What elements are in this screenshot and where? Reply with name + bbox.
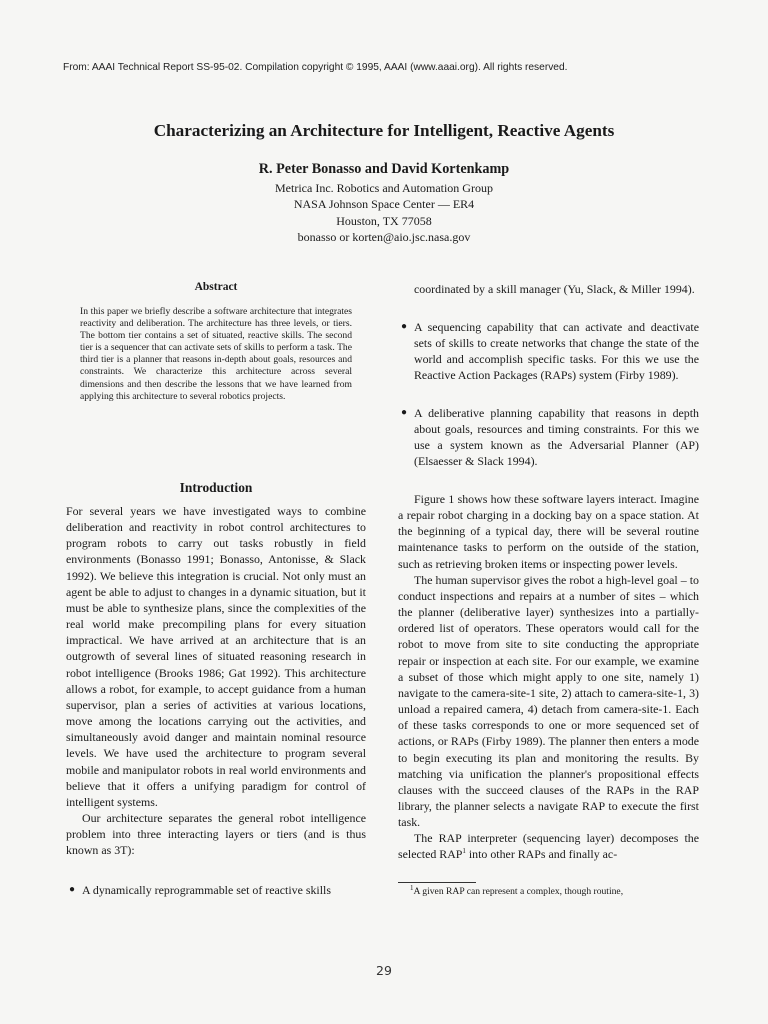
paper-authors: R. Peter Bonasso and David Kortenkamp [258, 161, 510, 177]
introduction-body [66, 503, 366, 858]
bullet-text: A dynamically reprogrammable set of reactive skills [82, 883, 331, 897]
bullet-icon: ● [69, 884, 76, 895]
footnote-text: A given RAP can represent a complex, though routine, [413, 886, 624, 897]
footnote-mark: 1 [410, 883, 414, 892]
bullet-text: A sequencing capability that can activate and deactivate sets of skills to create networks that change the state of the world and accomplish specific tasks. For this we use the Reactive Action Packages (RAPs) system (Firby 1989). [414, 320, 699, 383]
footnote-marker: 1 [462, 847, 466, 856]
bullet-item [401, 319, 699, 384]
affiliation-line: Metrica Inc. Robotics and Automation Group [275, 181, 493, 195]
affiliation-line: NASA Johnson Space Center — ER4 [293, 197, 475, 212]
paper-title: Characterizing an Architecture for Intelligent, Reactive Agents [153, 121, 615, 140]
paragraph: Our architecture separates the general robot intelligence problem into three interacting layers or tiers (and is thus known as 3T): [66, 810, 366, 858]
bullet-text: A deliberative planning capability that reasons in depth about goals, resources and timing constraints. For this we use a system known as the Adversarial Planner (AP) (Elsaesser & Slack 1994). [414, 406, 699, 469]
abstract-text: In this paper we briefly describe a software architecture that integrates reactivity and deliberation. The architecture has three levels, or tiers. The bottom tier contains a set of situated, reactive skills. The second tier is a sequencer that can activate sets of skills to perform a task. The third tier is a planner that reasons in-depth about goals, resources and constraints. We characterize this architecture across several dimensions and then describe the lessons that we have learned from applying this architecture to several robotics projects. [80, 306, 352, 402]
affiliation-line: Houston, TX 77058 [336, 213, 432, 228]
page-number: 29 [376, 963, 392, 978]
author-affiliation [0, 180, 768, 245]
body-text [398, 491, 699, 863]
paragraph: The human supervisor gives the robot a high-level goal – to conduct inspections and repairs at a number of sites – which the planner (deliberative layer) synthesizes into a partially-ordered list of operators. These operators would call for the robot to move from site to site conducting the appropriate repair or inspection at each site. For our example, we examine a subset of those which might apply to one site, namely 1) navigate to the camera-site-1 site, 2) attach to camera-site-1, 3) unload a repaired camera, 4) detach from camera-site-1. Each of these tasks corresponds to one or more sequenced set of actions, or RAPs (Firby 1989). The planner then enters a mode to begin executing its plan and monitoring the results. By matching via unification the planner's propositional effects clauses with the succeed clauses of the RAPs in the RAP library, the planner selects a navigate RAP to execute the first task. [398, 572, 699, 830]
bullet-item [69, 882, 366, 898]
introduction-heading: Introduction [179, 480, 253, 495]
footnote [398, 883, 699, 898]
paragraph: For several years we have investigated ways to combine deliberation and reactivity in robot control architectures to program robots to carry out tasks robustly in field environments (Bonasso 1991; Bonasso, Antonisse, & Slack 1992). We believe this integration is crucial. Not only must an agent be able to adjust to changes in a dynamic situation, but it must be able to synthesize plans, since the complexities of the real world make precompiling plans for every situation impractical. We have arrived at an architecture that is an outgrowth of several lines of situated reasoning research in robot intelligence (Brooks 1986; Gat 1992). This architecture allows a robot, for example, to accept guidance from a human supervisor, plan a series of activities at various locations, move among the locations carrying out the activities, and simultaneously avoid danger and maintain nominal resource levels. We have used the architecture to program several mobile and manipulator robots in real world environments and believe that it offers a unifying paradigm for control of intelligent systems. [66, 504, 366, 809]
bullet-item [401, 405, 699, 470]
paragraph: Figure 1 shows how these software layers interact. Imagine a repair robot charging in a docking bay on a space station. At the beginning of a typical day, there will be several routine maintenance tasks to perform on the outside of the station, such as retrieving broken items or inspecting power levels. [398, 492, 699, 571]
abstract-heading: Abstract [194, 281, 238, 293]
bullet-icon: ● [401, 407, 408, 418]
bullet-continuation [414, 281, 699, 297]
copyright-notice: From: AAAI Technical Report SS-95-02. Compilation copyright © 1995, AAAI (www.aaai.org). All rights reserved. [63, 62, 568, 73]
author-email: bonasso or korten@aio.jsc.nasa.gov [297, 229, 471, 244]
bullet-icon: ● [401, 321, 408, 332]
paragraph-text: The RAP interpreter (sequencing layer) decomposes the selected RAP [398, 831, 699, 862]
paragraph [398, 830, 699, 862]
paragraph-text: into other RAPs and finally ac- [465, 847, 618, 862]
bullet-text: coordinated by a skill manager (Yu, Slack, & Miller 1994). [414, 282, 695, 296]
